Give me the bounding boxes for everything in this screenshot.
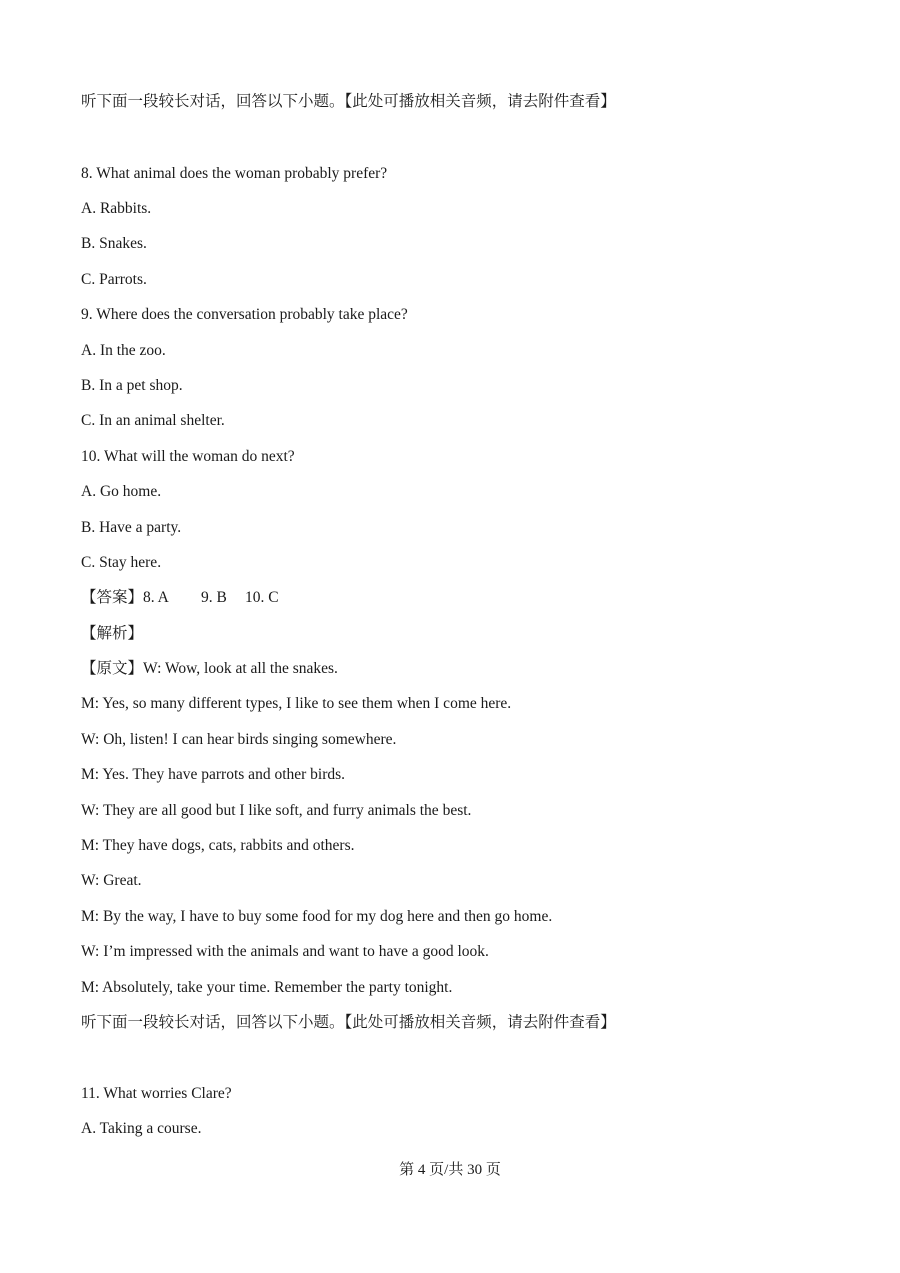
question-10: 10. What will the woman do next? xyxy=(81,448,295,465)
listening-instruction-2: 听下面一段较长对话，回答以下小题。【此处可播放相关音频，请去附件查看】 xyxy=(81,1014,616,1031)
question-8: 8. What animal does the woman probably prefer? xyxy=(81,165,388,182)
question-9: 9. Where does the conversation probably take place? xyxy=(81,306,408,323)
transcript-text: W: Wow, look at all the snakes. xyxy=(143,660,338,677)
answer-item-10: 10. C xyxy=(245,589,279,606)
page-footer: 第 4 页/共 30 页 xyxy=(399,1162,501,1178)
answer-item-8: 8. A xyxy=(143,589,169,606)
q8-option-a: A. Rabbits. xyxy=(81,200,152,217)
q10-option-a: A. Go home. xyxy=(81,483,162,500)
transcript-label: 【原文】 xyxy=(81,660,144,677)
q10-option-c: C. Stay here. xyxy=(81,554,162,571)
transcript-line-3: W: Oh, listen! I can hear birds singing somewhere. xyxy=(81,731,397,748)
transcript-line-8: M: By the way, I have to buy some food for my dog here and then go home. xyxy=(81,908,553,925)
transcript-line-5: W: They are all good but I like soft, and furry animals the best. xyxy=(81,802,472,819)
q9-option-a: A. In the zoo. xyxy=(81,342,166,359)
q9-option-b: B. In a pet shop. xyxy=(81,377,183,394)
q8-option-b: B. Snakes. xyxy=(81,235,147,252)
transcript-line-2: M: Yes, so many different types, I like to see them when I come here. xyxy=(81,695,512,712)
answer-item-9: 9. B xyxy=(201,589,227,606)
transcript-line-4: M: Yes. They have parrots and other birds. xyxy=(81,766,346,783)
q8-option-c: C. Parrots. xyxy=(81,271,147,288)
transcript-line-6: M: They have dogs, cats, rabbits and others. xyxy=(81,837,355,854)
transcript-line-9: W: I’m impressed with the animals and want to have a good look. xyxy=(81,943,489,960)
analysis-label: 【解析】 xyxy=(81,625,144,642)
question-11: 11. What worries Clare? xyxy=(81,1085,232,1102)
q10-option-b: B. Have a party. xyxy=(81,519,182,536)
transcript-line-7: W: Great. xyxy=(81,872,142,889)
answer-label: 【答案】 xyxy=(81,589,144,606)
q11-option-a: A. Taking a course. xyxy=(81,1120,202,1137)
answer-line xyxy=(81,588,279,608)
transcript-line-10: M: Absolutely, take your time. Remember the party tonight. xyxy=(81,979,453,996)
q9-option-c: C. In an animal shelter. xyxy=(81,412,225,429)
listening-instruction-1: 听下面一段较长对话，回答以下小题。【此处可播放相关音频，请去附件查看】 xyxy=(81,93,616,110)
transcript-line-1 xyxy=(81,659,338,679)
